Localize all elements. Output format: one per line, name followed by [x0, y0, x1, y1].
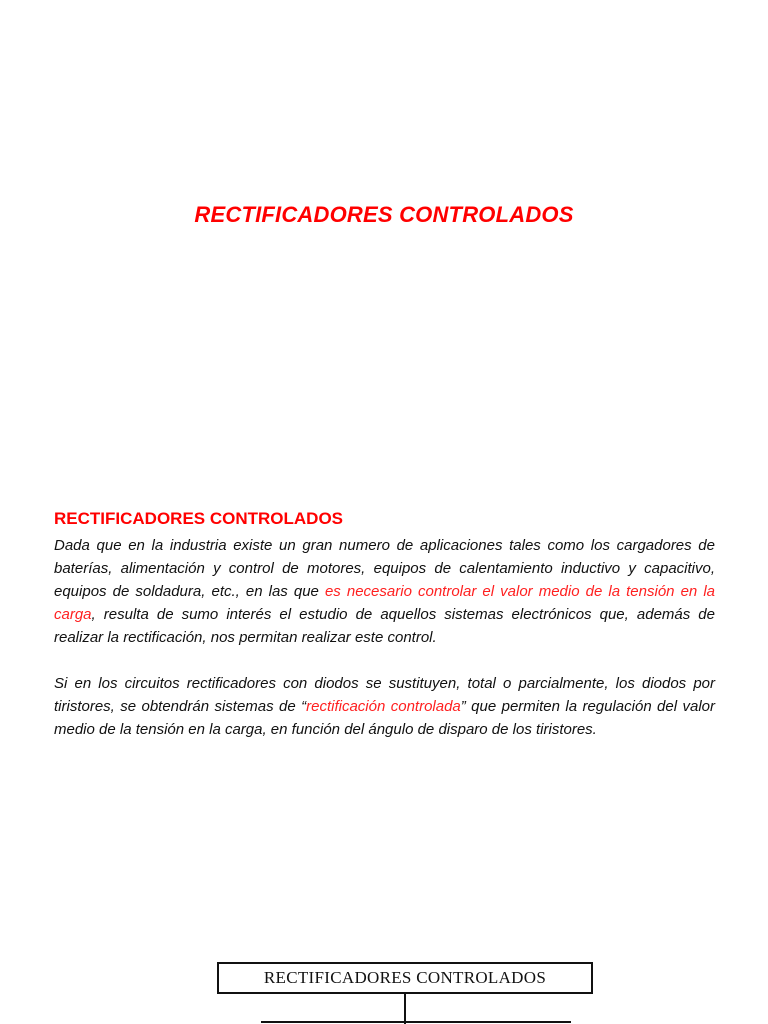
- paragraph-intro-text-2: , resulta de sumo interés el estudio de aquellos sistemas electrónicos que, además de realizar la rectificación, nos permitan realizar este control.: [54, 606, 715, 646]
- paragraph-thyristors-text-2: ” que permiten la regulación del valor medio de la tensión en la carga, en función del ángulo de disparo de los tiristores.: [54, 698, 715, 738]
- paragraph-intro-highlight: es necesario controlar el valor medio de la tensión en la carga: [54, 583, 715, 623]
- paragraph-intro: [54, 534, 715, 649]
- diagram-branch-line: [261, 1021, 571, 1023]
- section-heading: RECTIFICADORES CONTROLADOS: [54, 509, 343, 528]
- diagram-root-box: RECTIFICADORES CONTROLADOS: [217, 962, 593, 994]
- page-title: RECTIFICADORES CONTROLADOS: [194, 202, 574, 227]
- diagram-connector-line: [404, 994, 406, 1024]
- paragraph-intro-text-1: Dada que en la industria existe un gran numero de aplicaciones tales como los cargadores de baterías, alimentación y control de motores, equipos de calentamiento inductivo y capacitivo, equipos de soldadura, etc., en las que: [54, 537, 715, 600]
- classification-diagram: [217, 962, 597, 1024]
- content-section: [54, 508, 715, 741]
- paragraph-thyristors-text-1: Si en los circuitos rectificadores con diodos se sustituyen, total o parcialmente, los diodos por tiristores, se obtendrán sistemas de “: [54, 675, 715, 715]
- paragraph-thyristors: [54, 672, 715, 741]
- paragraph-thyristors-highlight: rectificación controlada: [306, 698, 461, 715]
